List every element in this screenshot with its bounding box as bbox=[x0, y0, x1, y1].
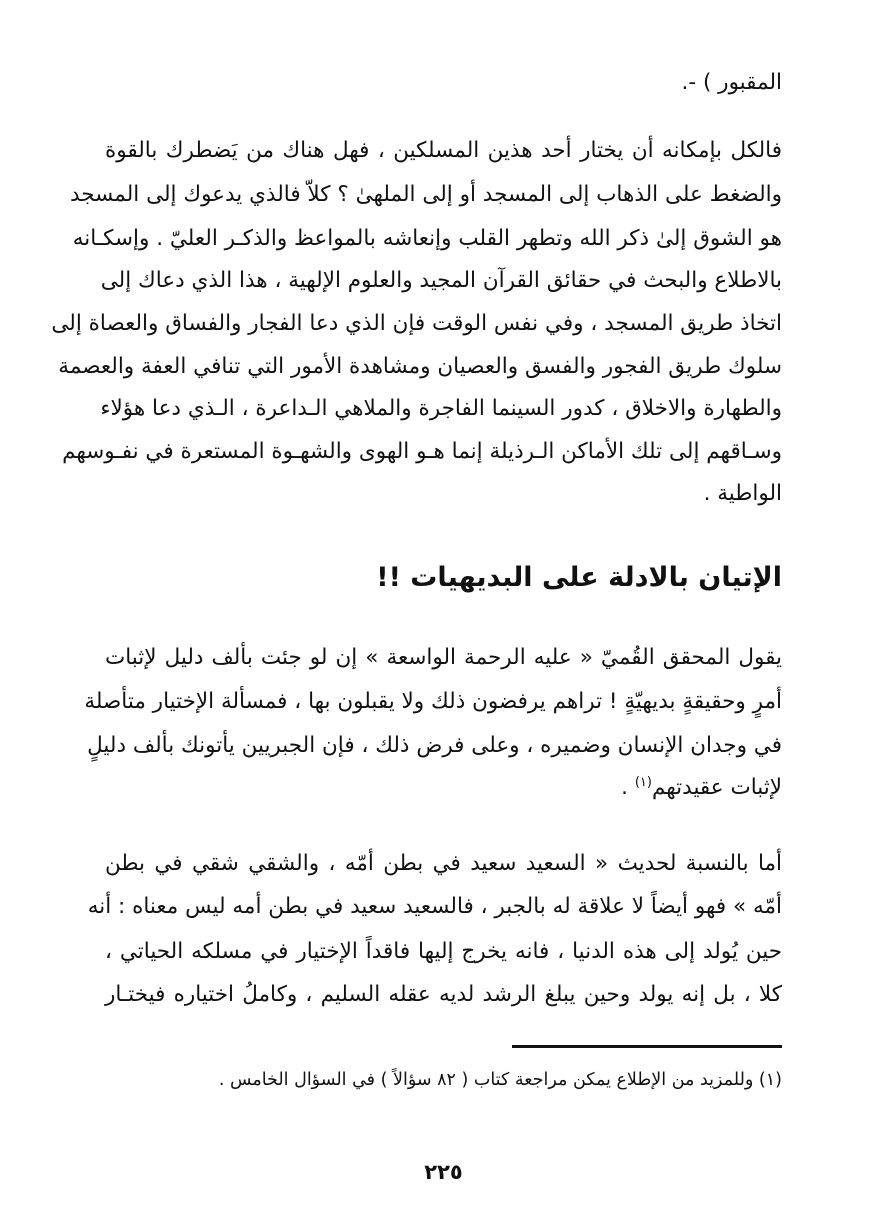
paragraph-line: أمّه » فهو أيضاً لا علاقة له بالجبر ، فالسعيد سعيد في بطن أمه ليس معناه : أنه bbox=[87, 894, 782, 919]
footnote-divider bbox=[512, 1045, 782, 1048]
paragraph-line: اتخاذ طريق المسجد ، وفي نفس الوقت فإن الذي دعا الفجار والفساق والعصاة إلى bbox=[51, 311, 782, 336]
paragraph-line: حين يُولد إلى هذه الدنيا ، فانه يخرج إليها فاقداً الإختيار في مسلكه الحياتي ، bbox=[105, 939, 782, 964]
paragraph-line: كلا ، بل إنه يولد وحين يبلغ الرشد لديه عقله السليم ، وكاملُ اختياره فيختـار bbox=[105, 982, 782, 1007]
paragraph-line: الواطية . bbox=[703, 481, 782, 506]
paragraph-line: فالكل بإمكانه أن يختار أحد هذين المسلكين ، فهل هناك من يَضطرك بالقوة bbox=[105, 138, 782, 163]
paragraph-line: والطهارة والاخلاق ، كدور السينما الفاجرة والملاهي الـداعرة ، الـذي دعا هؤلاء bbox=[100, 396, 782, 421]
paragraph-line: في وجدان الإنسان وضميره ، وعلى فرض ذلك ، فإن الجبريين يأتونك بألف دليلٍ bbox=[87, 733, 782, 758]
footnote-marker: (١) bbox=[634, 775, 652, 790]
page-number: ٢٢٥ bbox=[424, 1160, 463, 1184]
paragraph-line: والضغط على الذهاب إلى المسجد أو إلى الملهىٰ ؟ كلاّ فالذي يدعوك إلى المسجد bbox=[69, 182, 782, 207]
paragraph-line: أما بالنسبة لحديث « السعيد سعيد في بطن أمّه ، والشقي شقي في بطن bbox=[105, 851, 782, 876]
paragraph-line: بالاطلاع والبحث في حقائق القرآن المجيد والعلوم الإلهية ، هذا الذي دعاك إلى bbox=[100, 268, 782, 293]
paragraph-line: سلوك طريق الفجور والفسق والعصيان ومشاهدة الأمور التي تنافي العفة والعصمة bbox=[58, 354, 782, 379]
footnote: (١) وللمزيد من الإطلاع يمكن مراجعة كتاب ( ٨٢ سؤالاً ) في السؤال الخامس . bbox=[218, 1070, 782, 1090]
paragraph-line: وسـاقهم إلى تلك الأماكن الـرذيلة إنما هـو الهوى والشهـوة المستعرة في نفـوسهم bbox=[62, 439, 782, 464]
section-heading: الإتيان بالادلة على البديهيات !! bbox=[376, 562, 782, 593]
paragraph-line bbox=[105, 776, 782, 799]
continuation-line: المقبور ) -. bbox=[681, 70, 782, 95]
paragraph-text: . bbox=[621, 775, 635, 801]
paragraph-text: لإثبات عقيدتهم bbox=[651, 775, 782, 801]
paragraph-line: هو الشوق إلىٰ ذكر الله وتطهر القلب وإنعاشه بالمواعظ والذكـر العليّ . وإسكـانه bbox=[72, 226, 782, 251]
paragraph-line: أمرٍ وحقيقةٍ بديهيّةٍ ! تراهم يرفضون ذلك ولا يقبلون بها ، فمسألة الإختيار متأصلة bbox=[84, 689, 782, 714]
paragraph-line: يقول المحقق القُميّ « عليه الرحمة الواسعة » إن لو جئت بألف دليل لإثبات bbox=[105, 645, 782, 670]
